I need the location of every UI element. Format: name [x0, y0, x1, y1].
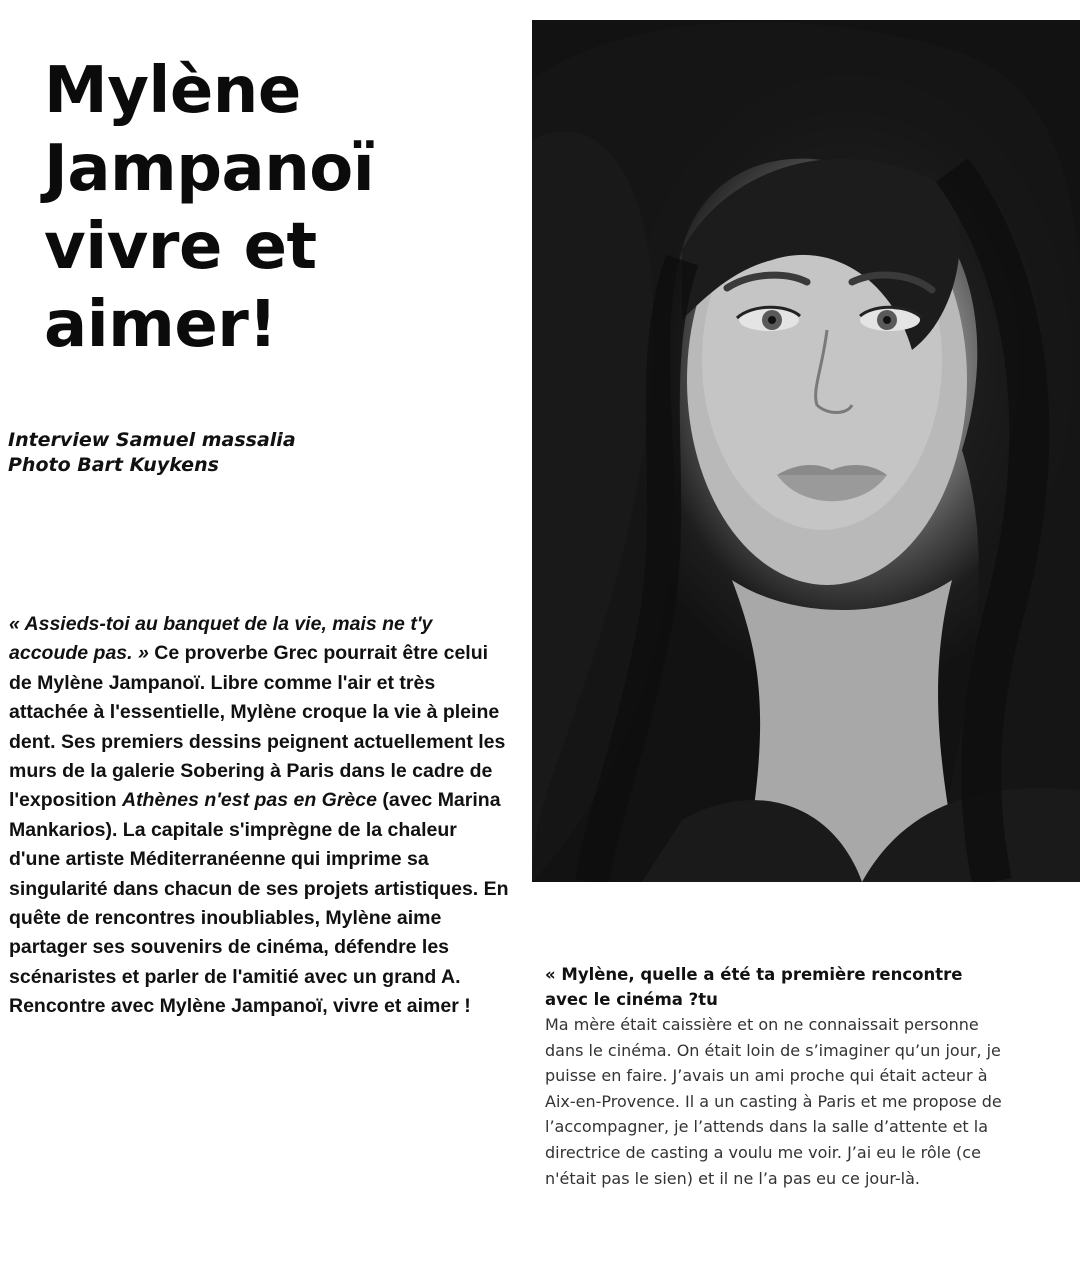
title-line-3: vivre et: [44, 210, 317, 284]
intro-quote: « Assieds-toi au banquet de la vie, mais ne t'y accoude pas. »: [9, 613, 433, 665]
interview-credit: Interview Samuel massalia: [8, 429, 296, 451]
interview-question: « Mylène, quelle a été ta première rencontre avec le cinéma ?tu: [545, 965, 963, 1009]
intro-paragraph: [9, 610, 509, 1022]
intro-text-part-1: Ce proverbe Grec pourrait être celui de Mylène Jampanoï. Libre comme l'air et très attachée à l'essentielle, Mylène croque la vie à pleine dent. Ses premiers dessins peignent actuellement les murs de la galerie Sobering à Paris dans le cadre de l'exposition: [9, 642, 506, 812]
article-title: [44, 52, 504, 364]
exhibition-title: Athènes n'est pas en Grèce: [121, 789, 377, 812]
interview-answer: Ma mère était caissière et on ne connaissait personne dans le cinéma. On était loin de s’imaginer qu’un jour, je puisse en faire. J’avais un ami proche qui était acteur à Aix-en-Provence. Il a un casting à Paris et me propose de l’accompagner, je l’attends dans la salle d’attente et la directrice de casting a voulu me voir. J’ai eu le rôle (ce n'était pas le sien) et il ne l’a pas eu ce jour-là.: [545, 1015, 1002, 1188]
title-line-2: Jampanoï: [44, 132, 375, 206]
portrait-illustration: [532, 20, 1080, 882]
title-line-4: aimer!: [44, 288, 277, 362]
portrait-photo: [532, 20, 1080, 882]
article-credits: [8, 428, 428, 478]
photo-credit: Photo Bart Kuykens: [8, 454, 219, 476]
interview-qa: [545, 962, 1005, 1191]
intro-text-part-2: (avec Marina Mankarios). La capitale s'imprègne de la chaleur d'une artiste Méditerranéenne qui imprime sa singularité dans chacun de ses projets artistiques. En quête de rencontres inoubliables, Mylène aime partager ses souvenirs de cinéma, défendre les scénaristes et parler de l'amitié avec un grand A. Rencontre avec Mylène Jampanoï, vivre et aimer !: [9, 789, 509, 1018]
title-line-1: Mylène: [44, 54, 301, 128]
